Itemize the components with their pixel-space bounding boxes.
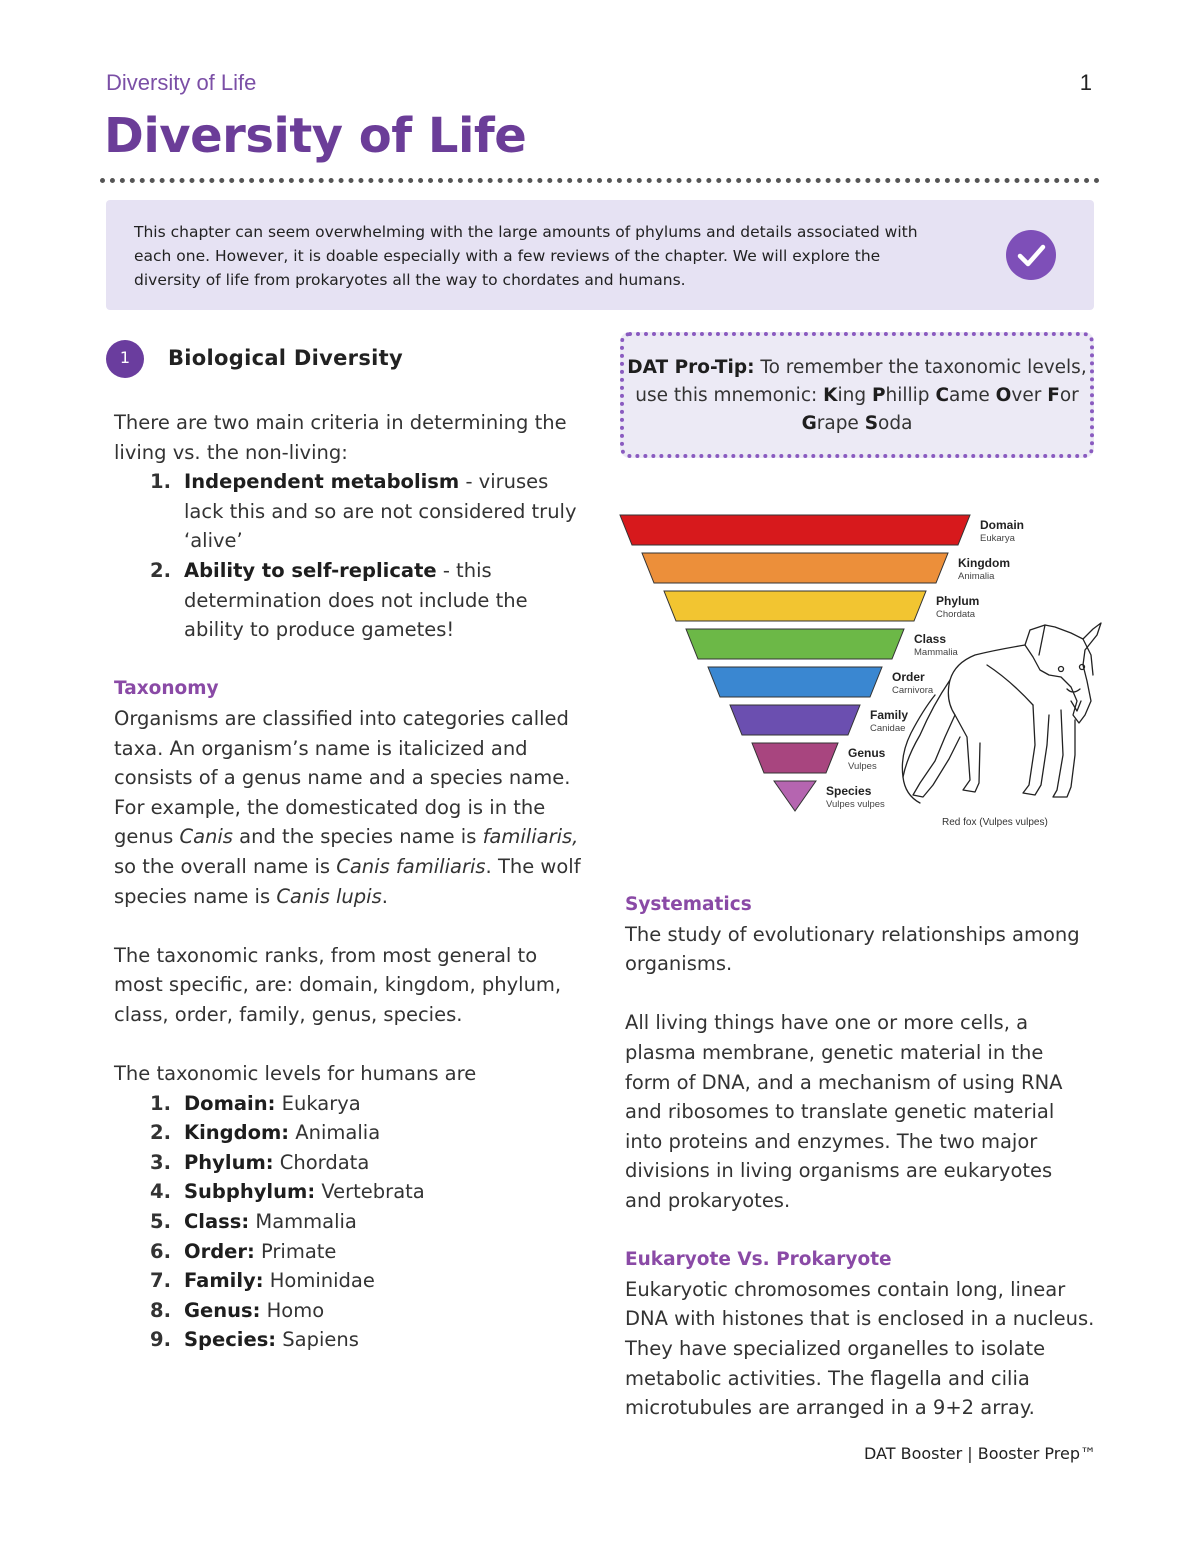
pyramid-rank-label: Phylum	[936, 594, 980, 608]
pyramid-example-label: Chordata	[936, 609, 976, 620]
human-levels-intro: The taxonomic levels for humans are	[114, 1062, 477, 1086]
criteria-term: Ability to self-replicate	[184, 558, 437, 582]
section-title: Biological Diversity	[168, 346, 403, 370]
page-title: Diversity of Life	[104, 108, 527, 164]
eukaryote-heading: Eukaryote Vs. Prokaryote	[625, 1249, 892, 1271]
criteria-desc: - this determination does not include the ability to produce gametes!	[184, 558, 528, 642]
ranks-paragraph: The taxonomic ranks, from most general to most specific, are: domain, kingdom, phylum, class, order, family, genus, species.	[114, 943, 562, 1026]
systematics-heading: Systematics	[625, 894, 752, 915]
pyramid-rank-label: Species	[826, 784, 872, 798]
living-things-paragraph: All living things have one or more cells, a plasma membrane, genetic material in the form of DNA, and a mechanism of using RNA and ribosomes to translate genetic material into proteins and enzymes. The two major divisions in living organisms are eukaryotes and prokaryotes.	[625, 1011, 1063, 1212]
pyramid-band-genus	[752, 743, 838, 773]
list-item: 7. Family: Hominidae	[150, 1269, 375, 1293]
pyramid-band-domain	[620, 515, 970, 545]
check-circle-icon	[1006, 230, 1056, 280]
intro-text: This chapter can seem overwhelming with the large amounts of phylums and details associated with each one. However, it is doable especially with a few reviews of the chapter. We will explore the diversity of life from prokaryotes all the way to chordates and humans.	[134, 223, 918, 289]
pyramid-band-phylum	[664, 591, 926, 621]
pyramid-example-label: Vulpes vulpes	[826, 799, 885, 810]
pro-tip-label: DAT Pro-Tip:	[627, 357, 755, 378]
pyramid-rank-label: Genus	[848, 746, 886, 760]
criteria-list	[114, 467, 584, 645]
running-title: Diversity of Life	[106, 70, 257, 95]
pyramid-example-label: Animalia	[958, 571, 995, 582]
taxonomy-paragraph: Organisms are classified into categories called taxa. An organism’s name is italicized and consists of a genus name and a species name. For example, the domesticated dog is in the genus Canis and the species name is familiaris, so the overall name is Canis familiaris. The wolf species name is Canis lupis.	[114, 706, 581, 908]
list-number: 1.	[150, 470, 171, 494]
pyramid-rank-label: Kingdom	[958, 556, 1010, 570]
pyramid-band-order	[708, 667, 882, 697]
taxonomy-heading: Taxonomy	[114, 678, 219, 700]
pyramid-rank-label: Domain	[980, 518, 1025, 532]
pyramid-example-label: Mammalia	[914, 647, 958, 658]
list-item: 6. Order: Primate	[150, 1239, 337, 1263]
pyramid-example-label: Carnivora	[892, 685, 934, 696]
pyramid-example-label: Canidae	[870, 723, 906, 734]
list-item	[114, 556, 584, 645]
list-item: 8. Genus: Homo	[150, 1298, 325, 1322]
list-item: 9. Species: Sapiens	[150, 1328, 359, 1352]
right-column	[625, 890, 1095, 1423]
list-item: 5. Class: Mammalia	[150, 1210, 357, 1234]
list-number: 2.	[150, 558, 171, 582]
pyramid-band-kingdom	[642, 553, 948, 583]
list-item: 3. Phylum: Chordata	[150, 1150, 370, 1174]
pyramid-band-species	[774, 781, 816, 811]
section-number-badge: 1	[106, 340, 144, 378]
pyramid-band-family	[730, 705, 860, 735]
criteria-intro: There are two main criteria in determining the living vs. the non-living:	[114, 411, 567, 464]
criteria-term: Independent metabolism	[184, 470, 460, 494]
list-item: 2. Kingdom: Animalia	[150, 1121, 381, 1145]
taxonomy-pyramid-figure	[615, 505, 1105, 835]
pyramid-band-class	[686, 629, 904, 659]
taxonomy-pyramid	[615, 505, 1105, 835]
title-divider	[100, 178, 1100, 183]
mnemonic: King Phillip Came Over For Grape Soda	[801, 385, 1079, 434]
pyramid-example-label: Eukarya	[980, 533, 1015, 544]
criteria-desc: - viruses lack this and so are not considered truly ‘alive’	[184, 470, 577, 553]
pyramid-example-label: Vulpes	[848, 761, 877, 772]
systematics-paragraph: The study of evolutionary relationships among organisms.	[625, 922, 1080, 976]
page-number: 1	[1079, 70, 1092, 95]
intro-callout	[106, 200, 1094, 310]
page-footer: DAT Booster | Booster Prep™	[863, 1444, 1096, 1463]
list-item	[114, 467, 584, 556]
eukaryote-paragraph: Eukaryotic chromosomes contain long, linear DNA with histones that is enclosed in a nucleus. They have specialized organelles to isolate metabolic activities. The flagella and cilia microtubules are arranged in a 9+2 array.	[625, 1277, 1095, 1420]
pyramid-rank-label: Family	[870, 708, 909, 722]
pro-tip-text: To remember the taxonomic levels, use this mnemonic:	[635, 357, 1087, 406]
pyramid-rank-label: Order	[892, 670, 925, 684]
left-column	[114, 408, 584, 1355]
human-levels-list	[114, 1089, 584, 1355]
pro-tip-callout	[620, 332, 1094, 458]
figure-caption: Red fox (Vulpes vulpes)	[942, 817, 1048, 828]
list-item: 1. Domain: Eukarya	[150, 1091, 361, 1115]
pyramid-rank-label: Class	[914, 632, 947, 646]
list-item: 4. Subphylum: Vertebrata	[150, 1180, 425, 1204]
